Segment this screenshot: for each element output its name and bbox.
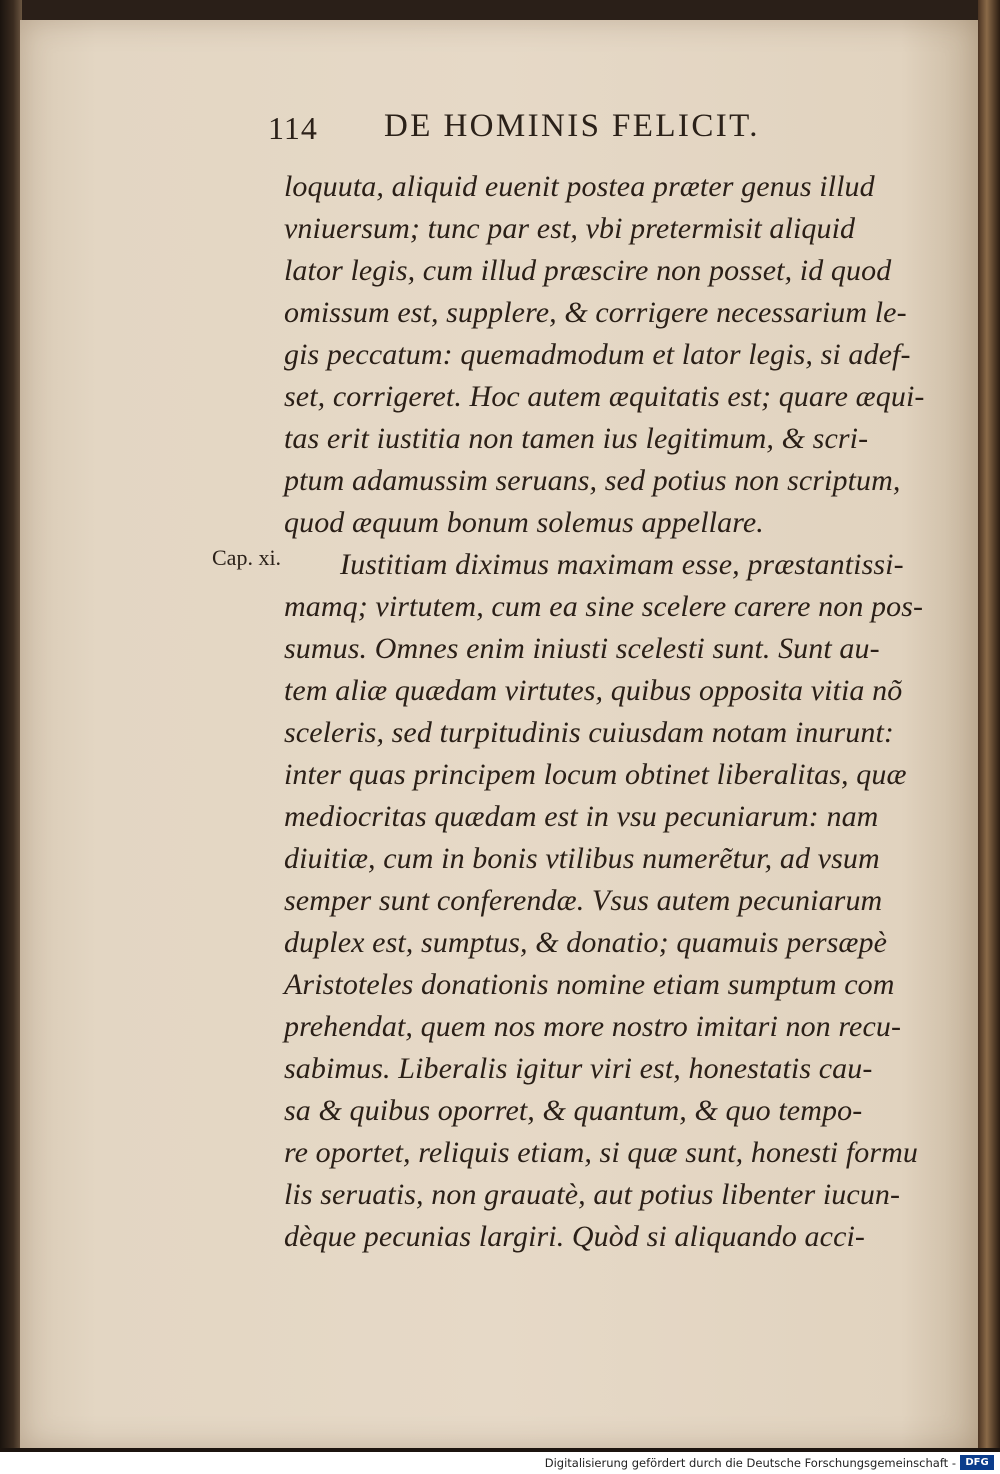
text-line: tas erit iustitia non tamen ius legitimum, & scri- — [284, 422, 869, 455]
text-line: quod æquum bonum solemus appellare. — [284, 506, 764, 539]
text-line: mediocritas quædam est in vsu pecuniarum: nam — [284, 800, 879, 833]
digitization-credit: Digitalisierung gefördert durch die Deutsche Forschungsgemeinschaft - — [544, 1456, 956, 1470]
text-line: sumus. Omnes enim iniusti scelesti sunt. Sunt au- — [284, 632, 880, 665]
text-line: tem aliæ quædam virtutes, quibus opposita vitia nõ — [284, 674, 903, 707]
text-line: Aristoteles donationis nomine etiam sumptum com — [284, 968, 895, 1001]
book-right-edge — [978, 0, 1000, 1448]
text-line: lator legis, cum illud præscire non posset, id quod — [284, 254, 892, 287]
body-text — [284, 166, 924, 1258]
text-line: duplex est, sumptus, & donatio; quamuis persæpè — [284, 926, 888, 959]
text-line: vniuersum; tunc par est, vbi pretermisit aliquid — [284, 212, 856, 245]
text-line: re oportet, reliquis etiam, si quæ sunt, honesti formu — [284, 1136, 919, 1169]
marginal-note: Cap. xi. — [212, 545, 282, 570]
text-line: ptum adamussim seruans, sed potius non scriptum, — [284, 464, 901, 497]
text-line: set, corrigeret. Hoc autem æquitatis est; quare æqui- — [284, 380, 925, 413]
page-number: 114 — [268, 110, 318, 146]
text-line: omissum est, supplere, & corrigere necessarium le- — [284, 296, 907, 329]
text-line: prehendat, quem nos more nostro imitari non recu- — [284, 1010, 902, 1043]
text-line: gis peccatum: quemadmodum et lator legis, si adef- — [284, 338, 911, 371]
text-line: sa & quibus oporret, & quantum, & quo tempo- — [284, 1094, 863, 1127]
book-left-edge — [0, 0, 22, 1448]
text-line: mamq; virtutem, cum ea sine scelere carere non pos- — [284, 590, 924, 623]
running-head: DE HOMINIS FELICIT. — [384, 108, 760, 144]
text-line: sabimus. Liberalis igitur viri est, honestatis cau- — [284, 1052, 873, 1085]
text-line: loquuta, aliquid euenit postea præter genus illud — [284, 170, 875, 203]
text-line: Iustitiam diximus maximam esse, præstantissi- — [340, 548, 904, 581]
text-line: dèque pecunias largiri. Quòd si aliquando acci- — [284, 1220, 866, 1253]
dfg-logo: DFG — [960, 1455, 994, 1470]
text-line: semper sunt conferendæ. Vsus autem pecuniarum — [284, 884, 883, 917]
text-line: inter quas principem locum obtinet liberalitas, quæ — [284, 758, 907, 791]
text-line: sceleris, sed turpitudinis cuiusdam notam inurunt: — [284, 716, 894, 749]
page-header — [268, 108, 828, 152]
text-line: lis seruatis, non grauatè, aut potius libenter iucun- — [284, 1178, 901, 1211]
scan-bottom-edge — [0, 1448, 1000, 1452]
text-line: diuitiæ, cum in bonis vtilibus numerẽtur, ad vsum — [284, 842, 880, 875]
